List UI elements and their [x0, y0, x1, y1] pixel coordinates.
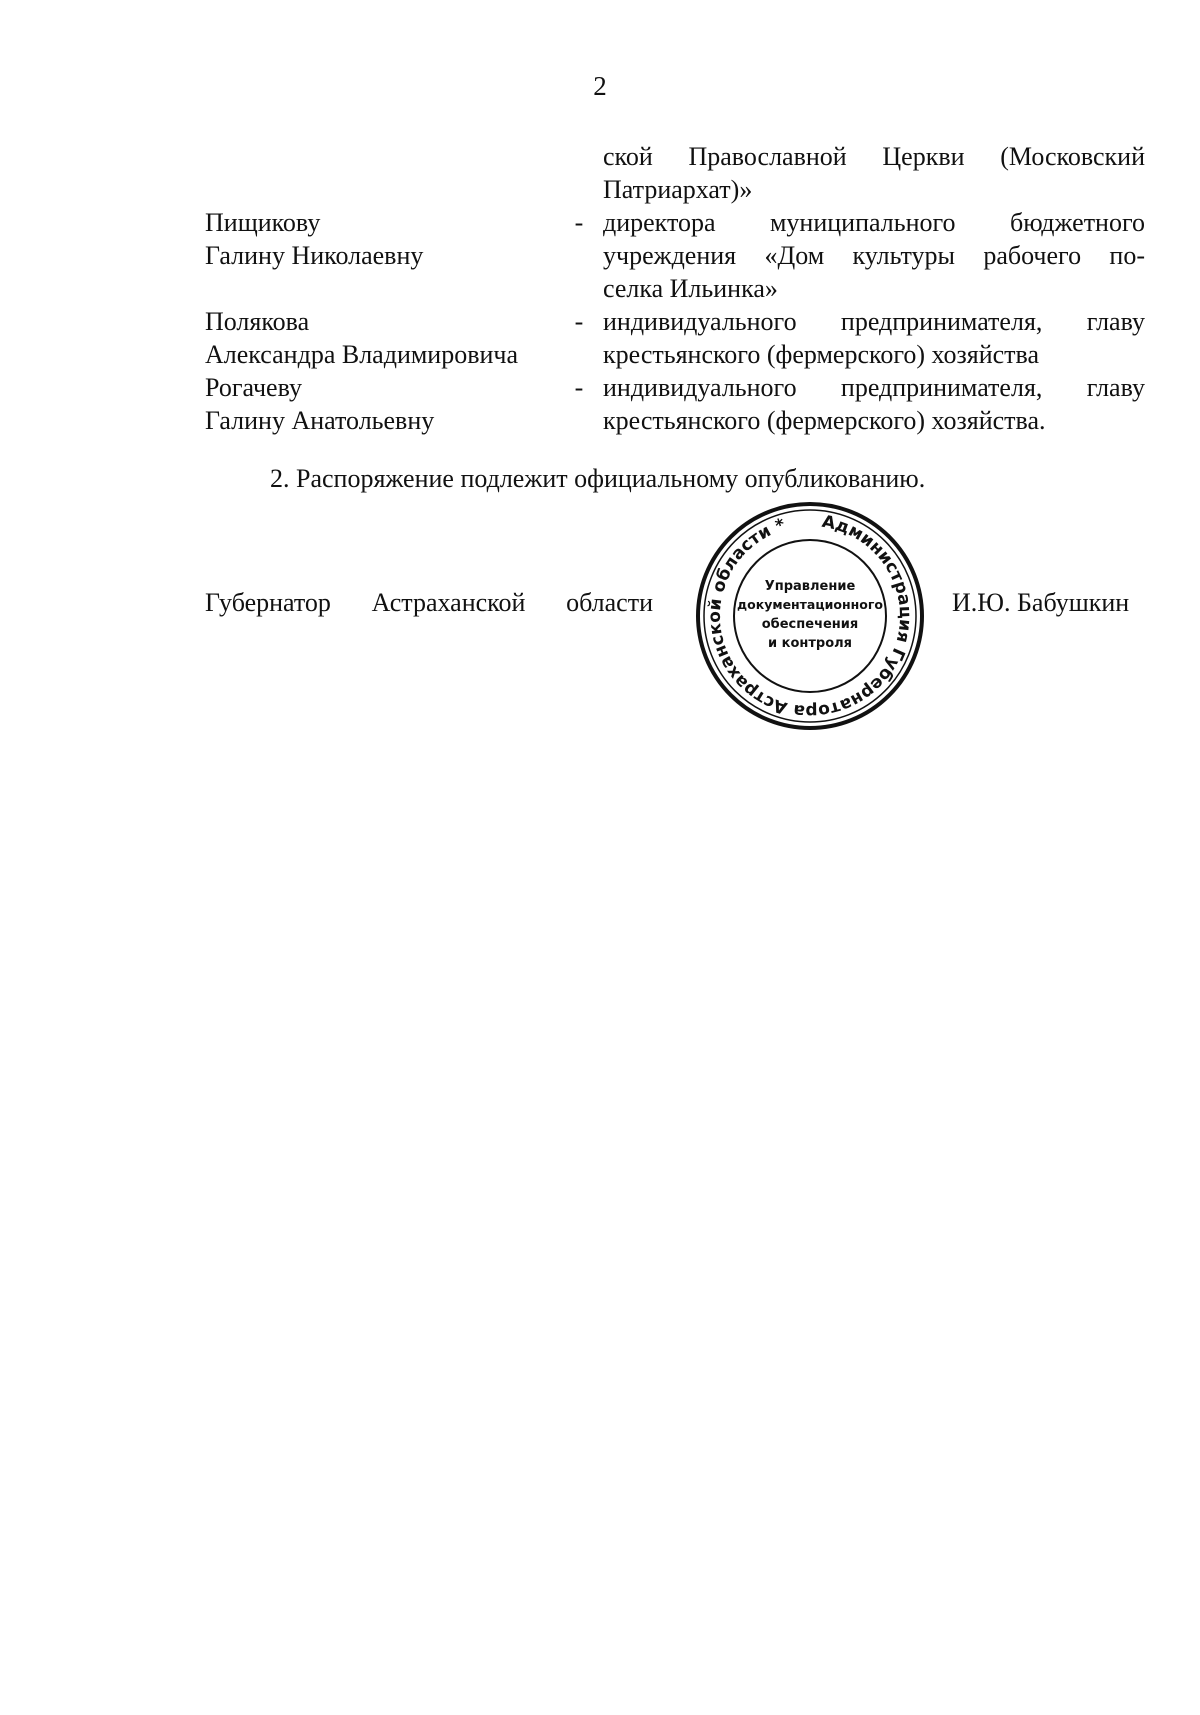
list-item: [205, 371, 1145, 437]
seal-inner-line: обеспечения: [761, 617, 859, 632]
description-line: индивидуального предпринимателя, главу: [603, 373, 1145, 402]
dash: -: [574, 208, 584, 237]
person-name: [205, 371, 555, 437]
position-description: [603, 305, 1145, 371]
description-line: ской Православной Церкви (Московский: [603, 142, 1145, 171]
surname: Пищикову: [205, 208, 321, 237]
list-item: [205, 305, 1145, 371]
publication-clause: 2. Распоряжение подлежит официальному опубликованию.: [270, 464, 926, 493]
given-names: Галину Анатольевну: [205, 406, 435, 435]
description-line: крестьянского (фермерского) хозяйства.: [603, 406, 1046, 435]
list-item: [205, 140, 1145, 206]
page-number: 2: [593, 71, 607, 101]
post-word: Астраханской: [371, 588, 526, 617]
dash: -: [574, 307, 584, 336]
list-item: [205, 206, 1145, 305]
person-name: [205, 206, 555, 305]
signatory-post: [205, 586, 653, 619]
seal-outer-ring: [698, 504, 922, 728]
position-description: [603, 371, 1145, 437]
description-line: селка Ильинка»: [603, 274, 778, 303]
seal-inner-line: Управление: [764, 579, 856, 594]
dash: -: [574, 373, 584, 402]
description-line: учреждения «Дом культуры рабочего по-: [603, 241, 1145, 270]
seal-inner-ring: [734, 540, 886, 692]
post-word: области: [566, 588, 653, 617]
person-name: [205, 305, 555, 371]
seal-inner-line: документационного: [737, 597, 883, 612]
person-name: [205, 140, 555, 206]
position-description: [603, 206, 1145, 305]
dash: [555, 140, 603, 206]
position-description: [603, 140, 1145, 206]
description-line: индивидуального предпринимателя, главу: [603, 307, 1145, 336]
surname: Рогачеву: [205, 373, 302, 402]
seal-outer-textpath: Администрация Губернатора Астраханской области *: [704, 511, 916, 722]
surname: Полякова: [205, 307, 310, 336]
seal-inner-line: и контроля: [767, 636, 853, 651]
given-names: Галину Николаевну: [205, 241, 424, 270]
signatory-name: И.Ю. Бабушкин: [952, 588, 1130, 617]
description-line: Патриархат)»: [603, 175, 753, 204]
given-names: Александра Владимировича: [205, 340, 519, 369]
description-line: директора муниципального бюджетного: [603, 208, 1145, 237]
post-word: Губернатор: [205, 588, 331, 617]
official-seal: [692, 498, 928, 734]
description-line: крестьянского (фермерского) хозяйства: [603, 340, 1040, 369]
appointee-list: [205, 140, 1145, 437]
